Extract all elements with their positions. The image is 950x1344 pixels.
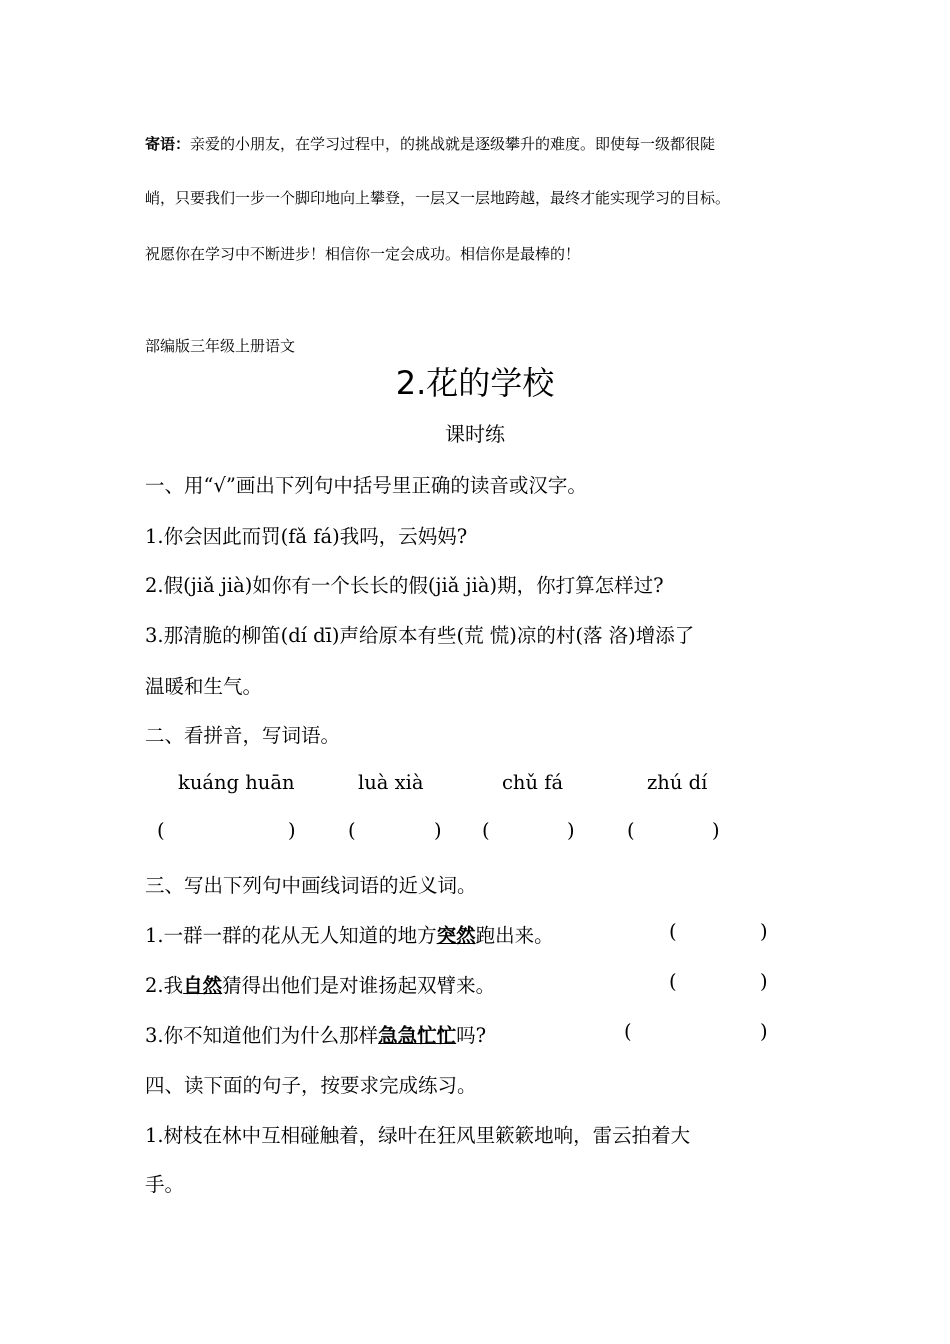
answer-blank-2-open: ( [348, 819, 356, 842]
section1-question-2: 2.假(jiǎ jià)如你有一个长长的假(jiǎ jià)期，你打算怎样过? [145, 574, 664, 597]
section4-question-1-line-2: 手。 [145, 1173, 185, 1196]
section1-question-3-line-2: 温暖和生气。 [145, 675, 263, 698]
section3-question-1 [145, 920, 554, 948]
answer-blank-4-open: ( [627, 819, 635, 842]
section2-heading: 二、看拼音，写词语。 [145, 724, 341, 747]
answer-blank-1-open: ( [157, 819, 165, 842]
section3-q2-text-post: 猜得出他们是对谁扬起双臂来。 [222, 974, 496, 997]
synonym-blank-2-close[interactable]: ) [760, 970, 768, 993]
answer-blank-3-close[interactable]: ) [567, 819, 575, 842]
section3-q2-text-pre: 2.我 [145, 974, 184, 997]
pinyin-4: zhú dí [647, 771, 708, 794]
underlined-word-1: 突然 [436, 924, 476, 947]
underlined-word-3: 急急忙忙 [378, 1024, 457, 1047]
section3-q3-text-pre: 3.你不知道他们为什么那样 [145, 1024, 379, 1047]
message-line-1 [145, 133, 715, 154]
answer-blank-3-open: ( [482, 819, 490, 842]
pinyin-2: luà xià [358, 771, 424, 794]
pinyin-1: kuáng huān [178, 771, 295, 794]
section4-heading: 四、读下面的句子，按要求完成练习。 [145, 1074, 477, 1097]
synonym-blank-3-open: ( [624, 1020, 632, 1043]
section4-question-1-line-1: 1.树枝在林中互相碰触着，绿叶在狂风里簌簌地响，雷云拍着大 [145, 1124, 691, 1147]
synonym-blank-1-open: ( [669, 920, 677, 943]
synonym-blank-2-open: ( [669, 970, 677, 993]
message-line-2: 峭，只要我们一步一个脚印地向上攀登，一层又一层地跨越，最终才能实现学习的目标。 [145, 189, 731, 207]
section3-q1-text-pre: 1.一群一群的花从无人知道的地方 [145, 924, 437, 947]
answer-blank-4-close[interactable]: ) [712, 819, 720, 842]
answer-blank-1-close[interactable]: ) [288, 819, 296, 842]
message-text-1: 亲爱的小朋友，在学习过程中，的挑战就是逐级攀升的难度。即使每一级都很陡 [190, 135, 716, 153]
section1-question-1: 1.你会因此而罚(fǎ fá)我吗，云妈妈? [145, 525, 468, 548]
underlined-word-2: 自然 [183, 974, 223, 997]
section3-question-2 [145, 970, 495, 998]
pinyin-3: chǔ fá [502, 771, 564, 794]
section3-heading: 三、写出下列句中画线词语的近义词。 [145, 874, 477, 897]
section3-question-3 [145, 1020, 486, 1048]
synonym-blank-1-close[interactable]: ) [760, 920, 768, 943]
subject-label: 部编版三年级上册语文 [145, 337, 296, 355]
section1-question-3-line-1: 3.那清脆的柳笛(dí dī)声给原本有些(荒 慌)凉的村(落 洛)增添了 [145, 624, 695, 647]
section3-q1-text-post: 跑出来。 [475, 924, 554, 947]
answer-blank-2-close[interactable]: ) [434, 819, 442, 842]
message-line-3: 祝愿你在学习中不断进步！相信你一定会成功。相信你是最棒的！ [145, 245, 581, 263]
page-subtitle: 课时练 [445, 422, 505, 446]
page-title: 2.花的学校 [395, 364, 555, 402]
synonym-blank-3-close[interactable]: ) [760, 1020, 768, 1043]
section1-heading: 一、用“√”画出下列句中括号里正确的读音或汉字。 [145, 474, 587, 497]
message-label: 寄语： [145, 135, 191, 153]
section3-q3-text-post: 吗? [456, 1024, 487, 1047]
